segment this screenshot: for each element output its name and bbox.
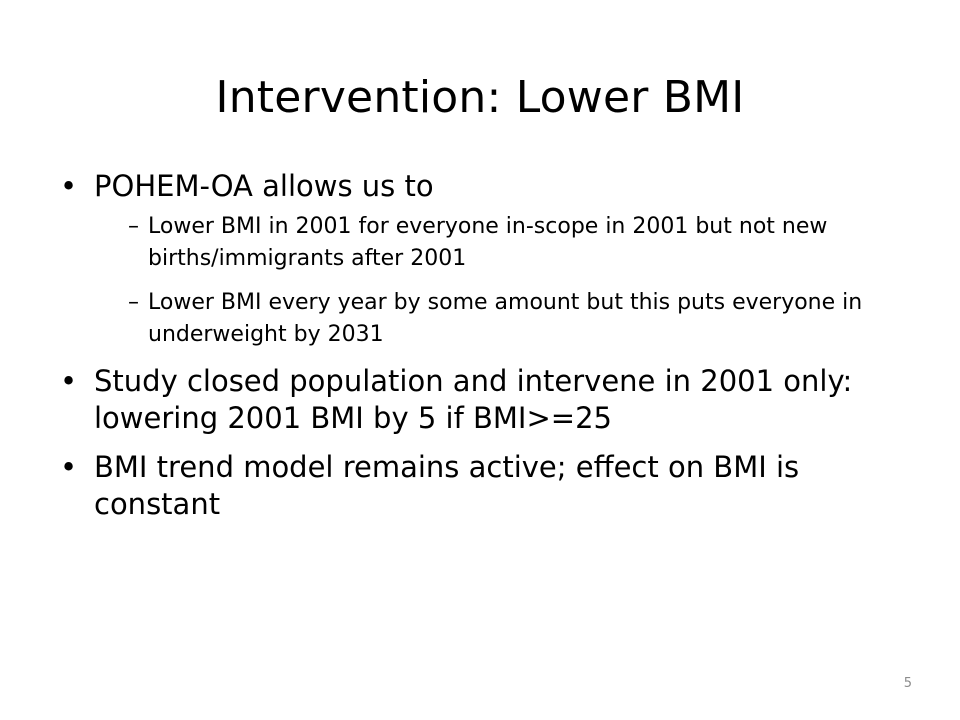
dash-icon: –: [128, 290, 139, 315]
bullet-item: [60, 168, 930, 205]
bullet-text: BMI trend model remains active; effect on BMI is constant: [94, 450, 800, 521]
sub-bullet-item: [128, 287, 930, 351]
sub-bullet-item: [128, 211, 930, 275]
sub-bullet-list: [128, 211, 930, 351]
slide-body: [60, 168, 930, 535]
bullet-icon: •: [60, 364, 78, 398]
dash-icon: –: [128, 214, 139, 239]
sub-bullet-text: Lower BMI every year by some amount but this puts everyone in underweight by 2031: [148, 290, 863, 347]
slide-title: Intervention: Lower BMI: [215, 72, 745, 123]
bullet-icon: •: [60, 169, 78, 203]
sub-bullet-text: Lower BMI in 2001 for everyone in-scope in 2001 but not new births/immigrants after 2001: [148, 214, 828, 271]
bullet-icon: •: [60, 450, 78, 484]
bullet-item: [60, 363, 930, 437]
bullet-text: POHEM-OA allows us to: [94, 169, 434, 203]
slide-number: 5: [903, 676, 912, 691]
bullet-item: [60, 449, 930, 523]
bullet-text: Study closed population and intervene in 2001 only: lowering 2001 BMI by 5 if BMI>=25: [94, 364, 853, 435]
